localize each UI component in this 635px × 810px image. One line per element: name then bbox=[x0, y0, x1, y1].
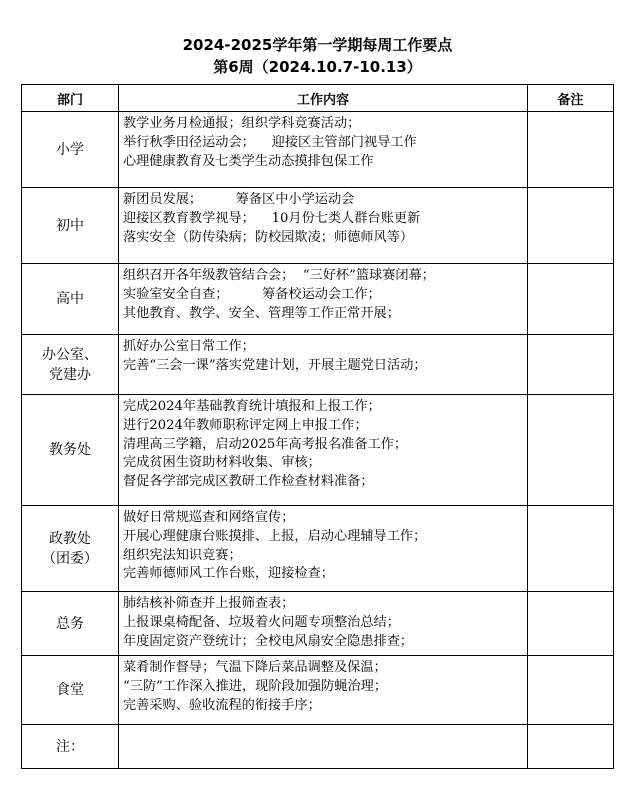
table-row bbox=[22, 395, 614, 506]
dept-cell: 初中 bbox=[22, 188, 119, 264]
note-cell bbox=[528, 188, 614, 264]
table-row bbox=[22, 592, 614, 656]
content-cell: 教学业务月检通报；组织学科竞赛活动； 举行秋季田径运动会； 迎接区主管部门视导工作 心理健康教育及七类学生动态摸排包保工作 bbox=[119, 112, 528, 188]
content-cell bbox=[119, 725, 528, 769]
dept-cell: 政教处 （团委） bbox=[22, 506, 119, 592]
content-cell: 菜肴制作督导；气温下降后菜品调整及保温； “三防”工作深入推进，现阶段加强防蝇治理； 完善采购、验收流程的衔接手序； bbox=[119, 656, 528, 725]
note-cell bbox=[528, 335, 614, 395]
document-subtitle-week: 第6周（2024.10.7-10.13） bbox=[213, 58, 422, 76]
table-row bbox=[22, 188, 614, 264]
header-dept: 部门 bbox=[22, 85, 119, 112]
content-cell: 完成2024年基础教育统计填报和上报工作； 进行2024年教师职称评定网上申报工作； 清理高三学籍，启动2025年高考报名准备工作； 完成贫困生资助材料收集、审核； 督促各学部完成区教研工作检查材料准备； bbox=[119, 395, 528, 506]
table-row bbox=[22, 264, 614, 335]
content-cell: 组织召开各年级教管结合会； “三好杯”篮球赛闭幕； 实验室安全自查； 筹备校运动会工作； 其他教育、教学、安全、管理等工作正常开展； bbox=[119, 264, 528, 335]
table-row bbox=[22, 335, 614, 395]
table-header-row bbox=[22, 85, 614, 112]
note-cell bbox=[528, 395, 614, 506]
header-note: 备注 bbox=[528, 85, 614, 112]
table-row bbox=[22, 506, 614, 592]
content-cell: 新团员发展； 筹备区中小学运动会 迎接区教育教学视导； 10月份七类人群台账更新 落实安全（防传染病；防校园欺凌；师德师风等） bbox=[119, 188, 528, 264]
table-row bbox=[22, 112, 614, 188]
document-title: 2024-2025学年第一学期每周工作要点 bbox=[182, 36, 453, 54]
content-cell: 做好日常规巡查和网络宣传； 开展心理健康台账摸排、上报，启动心理辅导工作； 组织宪法知识竞赛； 完善师德师风工作台账，迎接检查； bbox=[119, 506, 528, 592]
note-cell bbox=[528, 264, 614, 335]
header-content: 工作内容 bbox=[119, 85, 528, 112]
dept-cell: 教务处 bbox=[22, 395, 119, 506]
dept-cell: 高中 bbox=[22, 264, 119, 335]
dept-cell: 小学 bbox=[22, 112, 119, 188]
content-cell: 抓好办公室日常工作； 完善“三会一课”落实党建计划，开展主题党日活动； bbox=[119, 335, 528, 395]
content-cell: 肺结核补筛查并上报筛查表； 上报课桌椅配备、垃圾着火问题专项整治总结； 年度固定资产登统计；全校电风扇安全隐患排查； bbox=[119, 592, 528, 656]
dept-cell: 总务 bbox=[22, 592, 119, 656]
dept-cell: 注： bbox=[22, 725, 119, 769]
dept-cell: 办公室、 党建办 bbox=[22, 335, 119, 395]
table-row bbox=[22, 656, 614, 725]
note-cell bbox=[528, 506, 614, 592]
note-cell bbox=[528, 656, 614, 725]
table-row bbox=[22, 725, 614, 769]
dept-cell: 食堂 bbox=[22, 656, 119, 725]
note-cell bbox=[528, 725, 614, 769]
note-cell bbox=[528, 112, 614, 188]
weekly-work-table bbox=[21, 84, 614, 769]
note-cell bbox=[528, 592, 614, 656]
